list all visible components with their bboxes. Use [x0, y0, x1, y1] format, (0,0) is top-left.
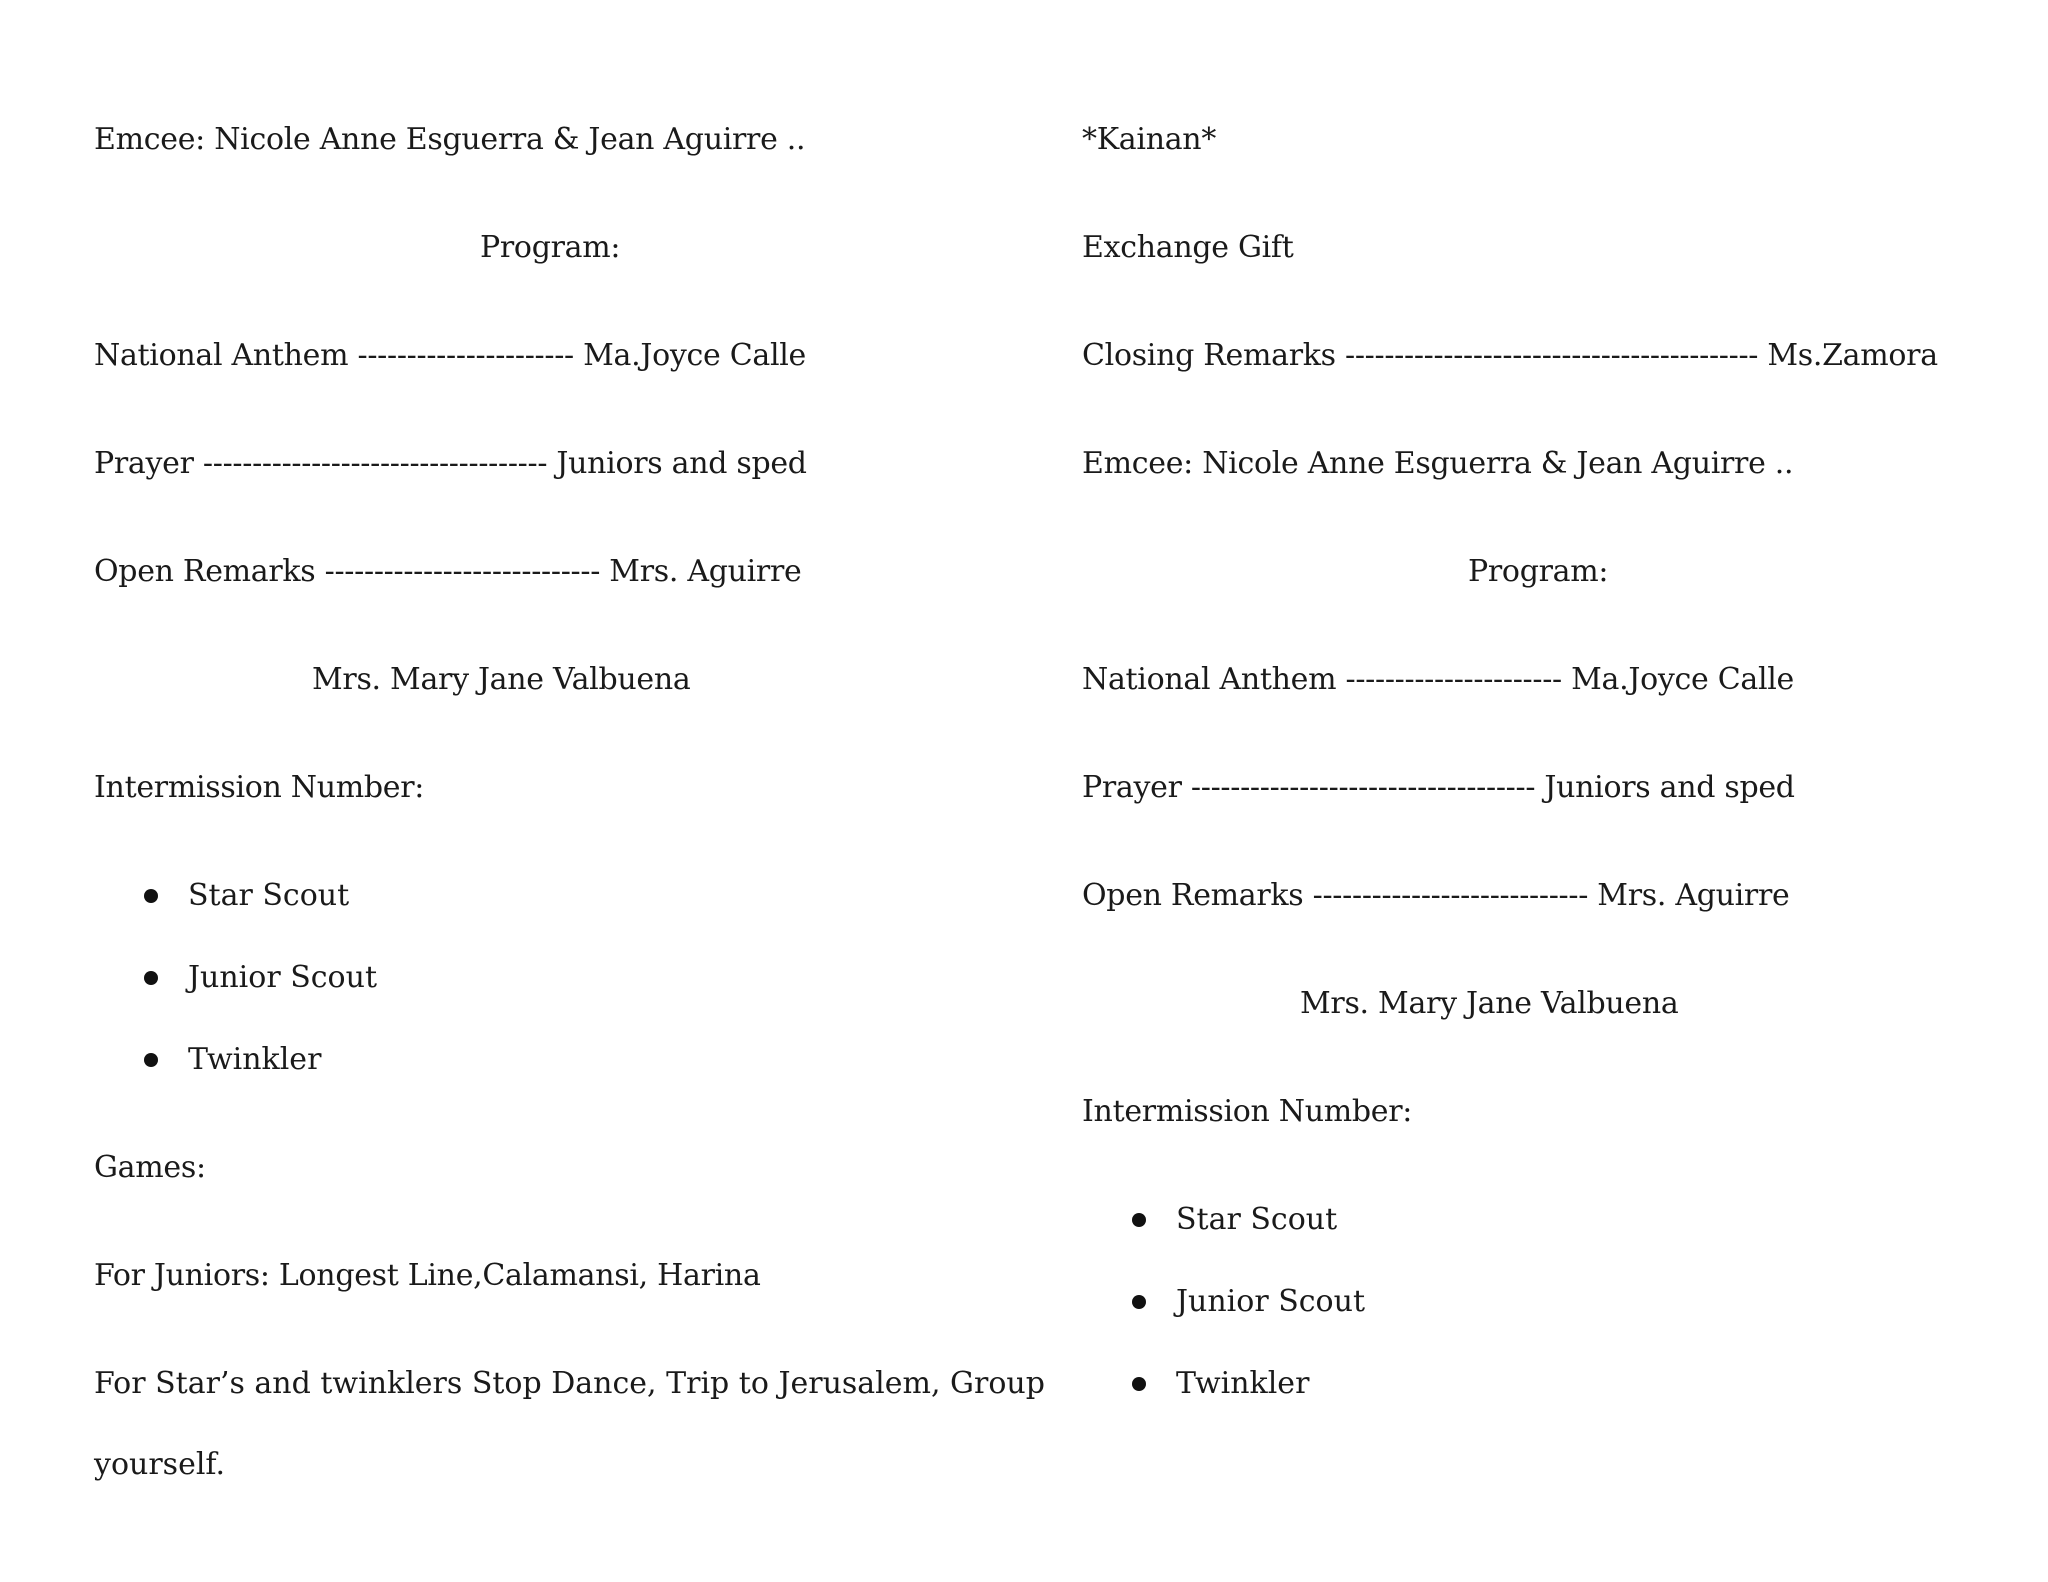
list-item — [188, 876, 349, 916]
list-item — [1176, 1282, 1365, 1322]
speaker-name: Mrs. Mary Jane Valbuena — [1300, 986, 1679, 1021]
games-heading: Games: — [94, 1150, 206, 1185]
bullet-icon — [1132, 1213, 1146, 1227]
emcee-line: Emcee: Nicole Anne Esguerra & Jean Aguirre .. — [1082, 446, 1794, 481]
open-remarks-line: Open Remarks ---------------------------- Mrs. Aguirre — [94, 554, 802, 589]
national-anthem-line: National Anthem ---------------------- Ma.Joyce Calle — [94, 338, 806, 373]
list-item — [1176, 1364, 1309, 1404]
open-remarks-line: Open Remarks ---------------------------- Mrs. Aguirre — [1082, 878, 1790, 913]
list-item-label: Junior Scout — [1176, 1284, 1365, 1319]
bullet-icon — [1132, 1377, 1146, 1391]
bullet-icon — [144, 1053, 158, 1067]
program-heading: Program: — [1468, 554, 1609, 589]
games-stars-line: For Star’s and twinklers Stop Dance, Trip to Jerusalem, Group — [94, 1366, 1045, 1401]
exchange-gift-line: Exchange Gift — [1082, 230, 1294, 265]
prayer-line: Prayer ----------------------------------- Juniors and sped — [94, 446, 807, 481]
list-item-label: Twinkler — [1176, 1366, 1310, 1401]
speaker-name: Mrs. Mary Jane Valbuena — [312, 662, 691, 697]
bullet-icon — [1132, 1295, 1146, 1309]
prayer-line: Prayer ----------------------------------- Juniors and sped — [1082, 770, 1795, 805]
list-item — [188, 1040, 321, 1080]
program-heading: Program: — [480, 230, 621, 265]
kainan-line: *Kainan* — [1082, 122, 1217, 157]
intermission-heading: Intermission Number: — [1082, 1094, 1413, 1129]
list-item — [1176, 1200, 1337, 1240]
closing-remarks-line: Closing Remarks ------------------------------------------ Ms.Zamora — [1082, 338, 1938, 373]
list-item — [188, 958, 377, 998]
list-item-label: Twinkler — [188, 1042, 322, 1077]
list-item-label: Junior Scout — [188, 960, 377, 995]
emcee-line: Emcee: Nicole Anne Esguerra & Jean Aguirre .. — [94, 122, 806, 157]
games-stars-line-continued: yourself. — [94, 1447, 225, 1482]
bullet-icon — [144, 971, 158, 985]
intermission-heading: Intermission Number: — [94, 770, 425, 805]
bullet-icon — [144, 889, 158, 903]
games-juniors-line: For Juniors: Longest Line,Calamansi, Harina — [94, 1258, 761, 1293]
national-anthem-line: National Anthem ---------------------- Ma.Joyce Calle — [1082, 662, 1794, 697]
list-item-label: Star Scout — [1176, 1202, 1338, 1237]
list-item-label: Star Scout — [188, 878, 350, 913]
